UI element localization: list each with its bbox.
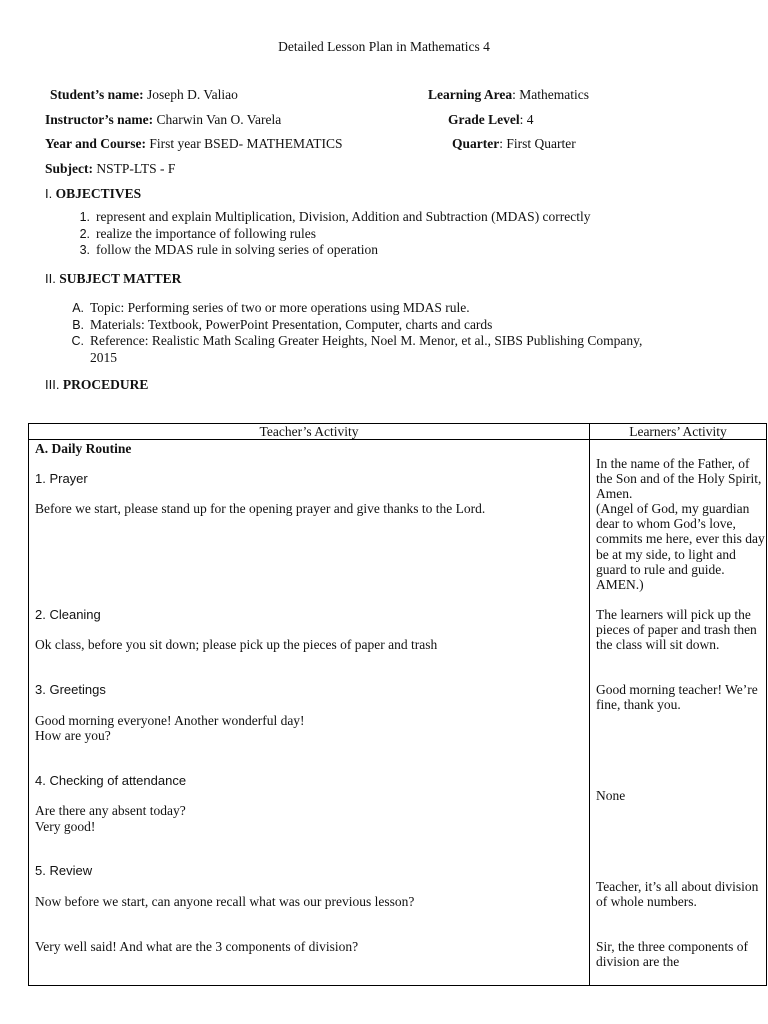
review-title: 5. Review	[35, 863, 93, 878]
objectives-numeral: I.	[45, 186, 53, 201]
learner-review-response-1: Teacher, it’s all about division of whole numbers.	[596, 879, 759, 910]
grade-level-row	[448, 112, 534, 128]
subject-label: Subject:	[45, 161, 93, 176]
learners-activity-header: Learners’ Activity	[590, 424, 767, 440]
procedure-table	[28, 423, 767, 986]
review-text-2: Very well said! And what are the 3 components of division?	[35, 939, 359, 954]
objectives-list	[68, 209, 591, 259]
learner-prayer-response-1: In the name of the Father, of the Son and of the Holy Spirit, Amen.	[596, 456, 762, 502]
list-item-continued: 2015	[90, 349, 117, 365]
list-item: 3. follow the MDAS rule in solving series of operation	[79, 242, 378, 258]
list-item: C. Reference: Realistic Math Scaling Greater Heights, Noel M. Menor, et al., SIBS Publishing Company,	[71, 333, 643, 349]
attendance-title: 4. Checking of attendance	[35, 773, 187, 788]
student-name-label: Student’s name:	[50, 87, 144, 102]
instructor-name-row	[45, 112, 281, 128]
subject-matter-title: SUBJECT MATTER	[59, 271, 182, 286]
prayer-title: 1. Prayer	[35, 471, 88, 486]
list-item: A. Topic: Performing series of two or more operations using MDAS rule.	[72, 300, 470, 315]
teacher-activity-header: Teacher’s Activity	[29, 424, 590, 440]
objectives-title: OBJECTIVES	[55, 186, 142, 201]
instructor-name-value: Charwin Van O. Varela	[156, 112, 282, 127]
cleaning-title: 2. Cleaning	[35, 607, 101, 622]
quarter-label: Quarter	[452, 136, 500, 151]
year-course-row	[45, 136, 343, 152]
grade-level-label: Grade Level	[448, 112, 520, 127]
year-course-value: First year BSED- MATHEMATICS	[149, 136, 343, 151]
year-course-label: Year and Course:	[45, 136, 146, 151]
list-item: 2. realize the importance of following rules	[79, 225, 317, 241]
procedure-numeral: III.	[45, 377, 60, 392]
review-text-1: Now before we start, can anyone recall what was our previous lesson?	[35, 894, 415, 909]
learner-review-response-2: Sir, the three components of division are the	[596, 939, 749, 970]
learner-prayer-response-2: (Angel of God, my guardian dear to whom God’s love, commits me here, ever this day be at my side, to light and guard to rule and guide. AMEN.)	[596, 501, 765, 593]
quarter-value: : First Quarter	[499, 136, 576, 151]
learning-area-row	[428, 87, 589, 103]
document-title: Detailed Lesson Plan in Mathematics 4	[278, 39, 490, 54]
student-name-value: Joseph D. Valiao	[147, 87, 238, 102]
instructor-name-label: Instructor’s name:	[45, 112, 154, 127]
attendance-text-1: Are there any absent today?	[35, 803, 186, 818]
subject-row	[45, 161, 175, 177]
list-item: B. Materials: Textbook, PowerPoint Presentation, Computer, charts and cards	[72, 316, 493, 332]
learner-cleaning-response: The learners will pick up the pieces of paper and trash then the class will sit down.	[596, 607, 757, 653]
greetings-text-1: Good morning everyone! Another wonderful day!	[35, 713, 305, 728]
grade-level-value: : 4	[519, 112, 534, 127]
prayer-text: Before we start, please stand up for the opening prayer and give thanks to the Lord.	[35, 501, 486, 516]
greetings-title: 3. Greetings	[35, 682, 106, 697]
quarter-row	[452, 136, 576, 152]
subject-matter-list	[62, 300, 642, 365]
objectives-heading	[45, 186, 141, 202]
learner-greetings-response: Good morning teacher! We’re fine, thank you.	[596, 682, 758, 713]
teacher-activity-cell	[29, 440, 590, 986]
table-row	[29, 440, 767, 986]
learners-activity-cell	[590, 440, 767, 986]
subject-matter-heading	[45, 271, 181, 287]
table-header-row	[29, 424, 767, 440]
list-item: 1. represent and explain Multiplication, Division, Addition and Subtraction (MDAS) correctly	[79, 209, 591, 224]
learning-area-label: Learning Area	[428, 87, 513, 102]
subject-value: NSTP-LTS - F	[96, 161, 176, 176]
subject-matter-numeral: II.	[45, 271, 56, 286]
student-name-row	[50, 87, 238, 103]
learning-area-value: : Mathematics	[512, 87, 589, 102]
procedure-title: PROCEDURE	[62, 377, 149, 392]
attendance-text-2: Very good!	[35, 819, 96, 834]
greetings-text-2: How are you?	[35, 728, 111, 743]
cleaning-text: Ok class, before you sit down; please pick up the pieces of paper and trash	[35, 637, 438, 652]
daily-routine-heading: A. Daily Routine	[35, 441, 132, 456]
learner-attendance-response: None	[596, 788, 626, 803]
procedure-heading	[45, 377, 148, 393]
